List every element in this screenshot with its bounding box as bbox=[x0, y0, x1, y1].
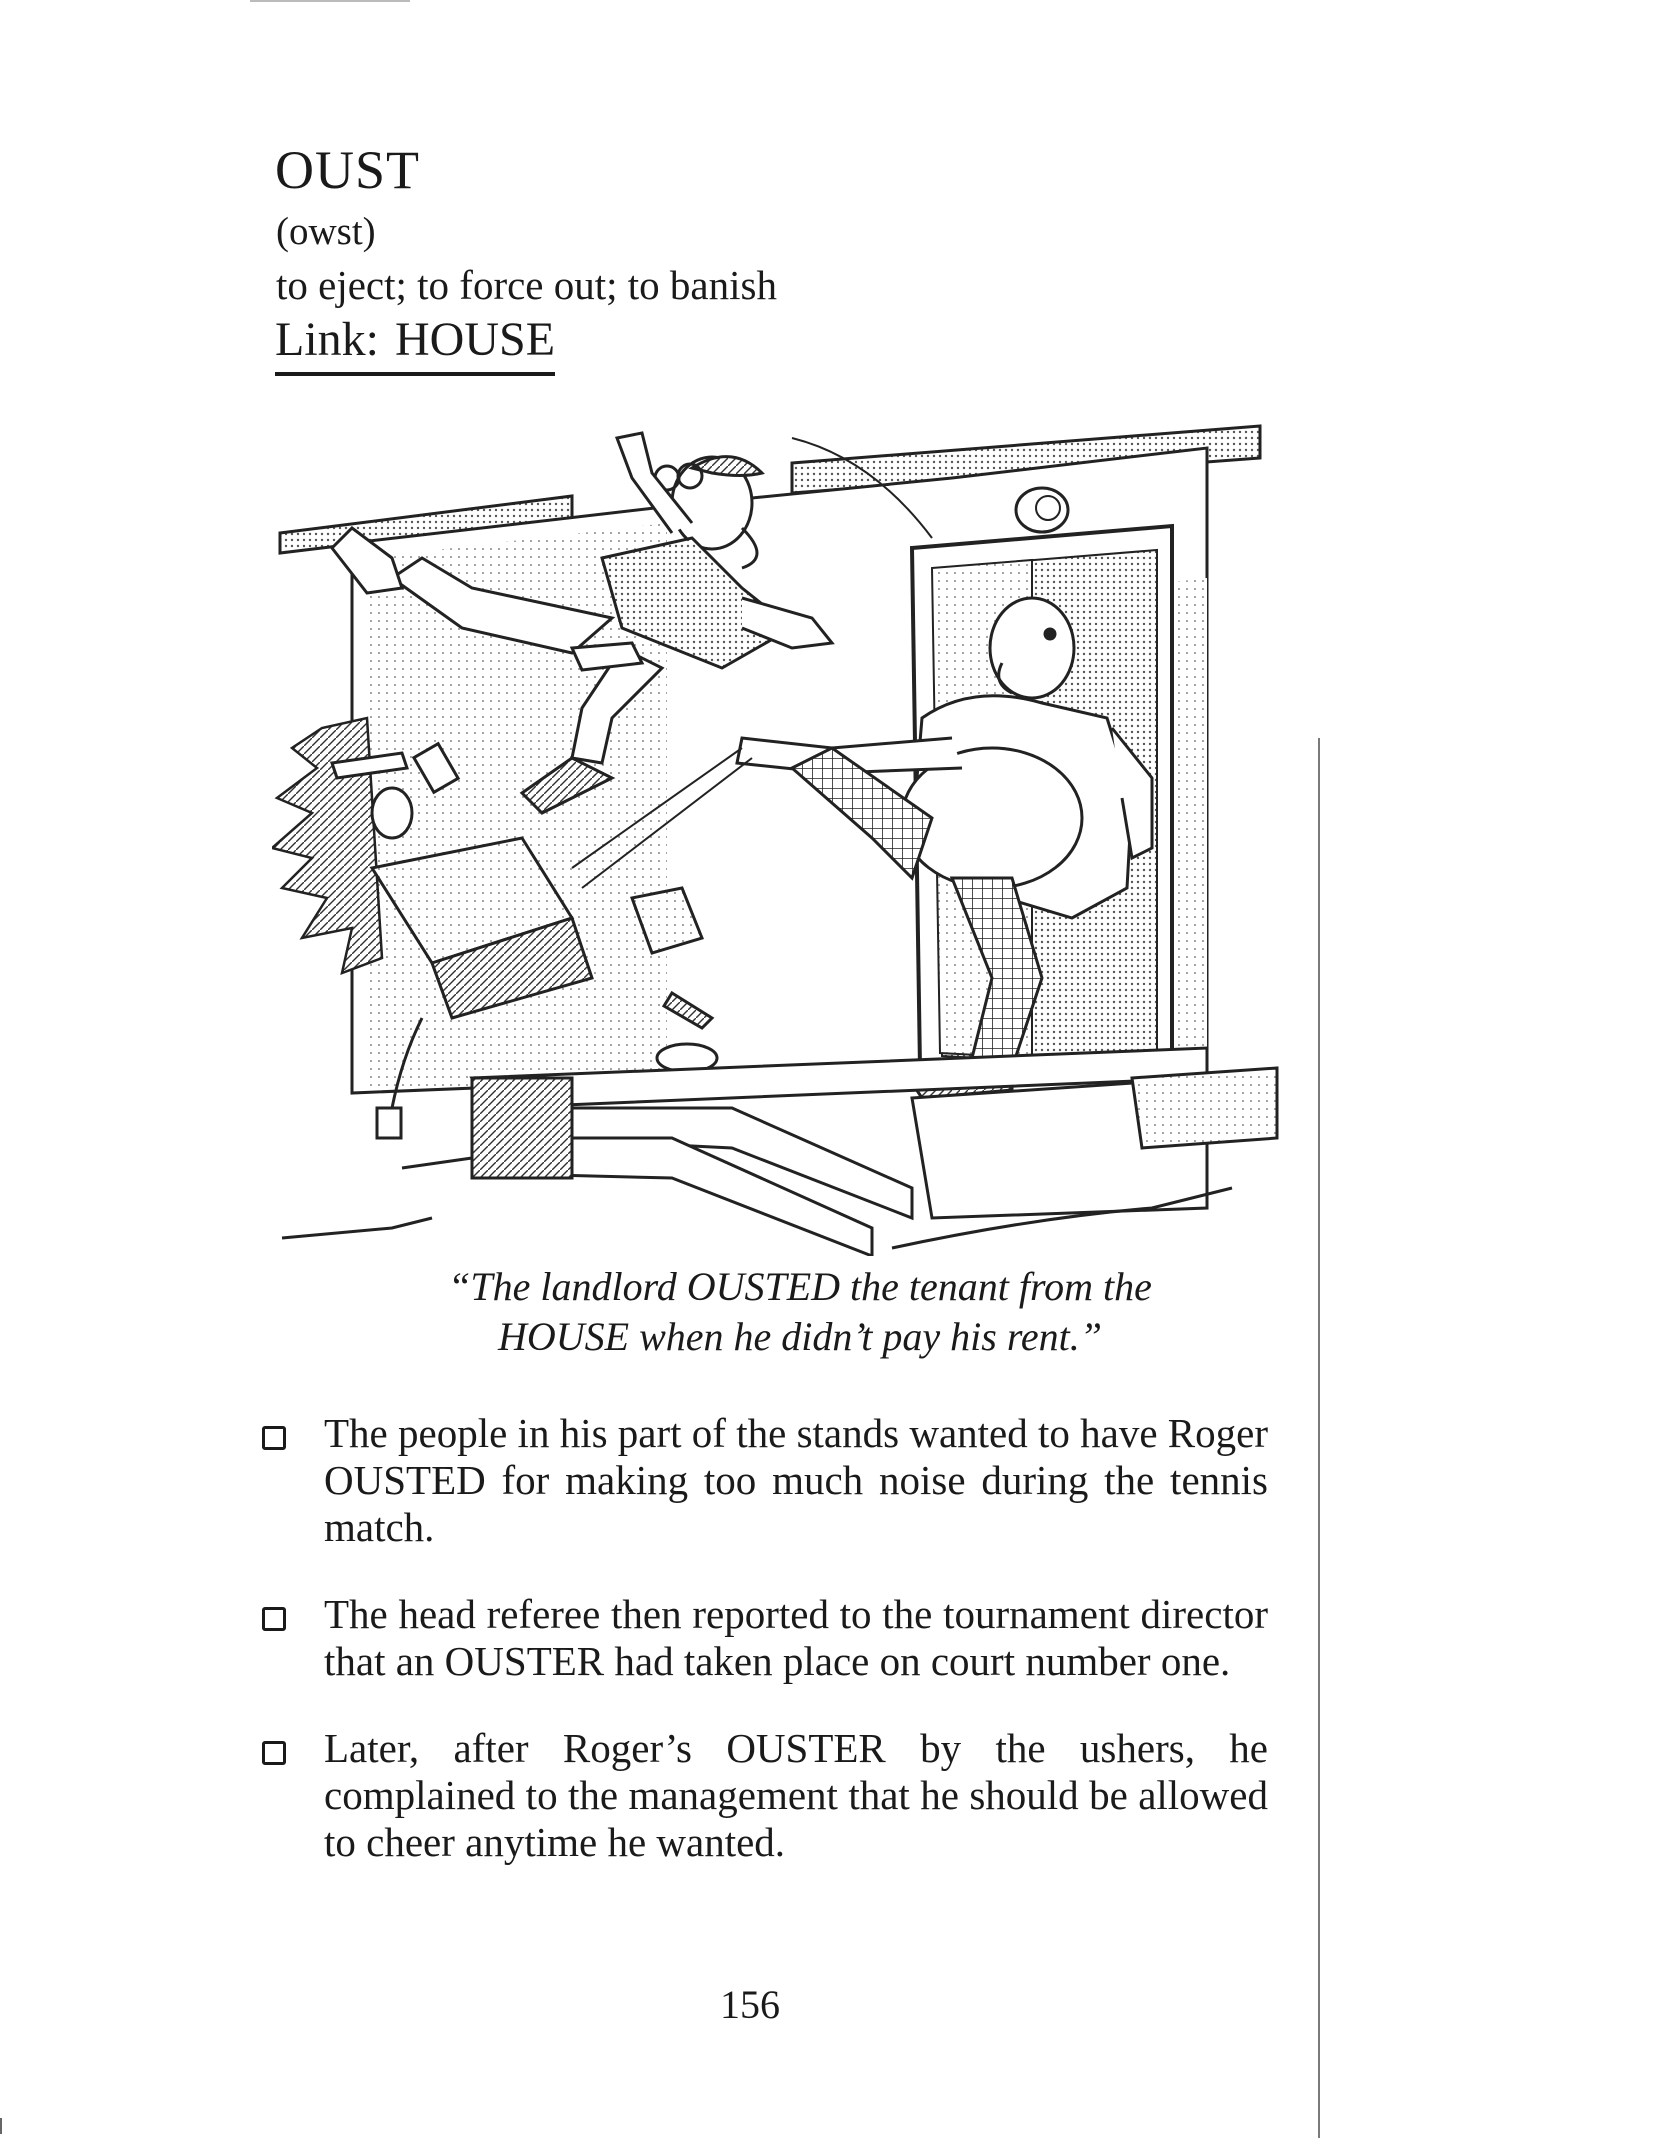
scan-artifact-right-edge bbox=[1318, 738, 1320, 2138]
pronunciation: (owst) bbox=[276, 210, 376, 253]
example-sentences bbox=[258, 1410, 1268, 1906]
definition: to eject; to force out; to banish bbox=[276, 262, 777, 308]
caption bbox=[300, 1262, 1300, 1362]
checkbox-icon[interactable] bbox=[262, 1607, 286, 1631]
example-sentence bbox=[258, 1725, 1268, 1866]
caption-line-1: “The landlord OUSTED the tenant from the bbox=[448, 1264, 1152, 1309]
sentence-text: The people in his part of the stands wanted to have Roger OUSTED for making too much noise during the tennis match. bbox=[324, 1410, 1268, 1550]
scan-artifact-top bbox=[250, 0, 410, 2]
front-steps bbox=[472, 1048, 1277, 1256]
link-line bbox=[275, 312, 555, 376]
scan-artifact-corner bbox=[0, 2118, 10, 2134]
headword: OUST bbox=[275, 140, 421, 200]
link-word: HOUSE bbox=[395, 313, 556, 366]
example-sentence bbox=[258, 1591, 1268, 1685]
example-sentence bbox=[258, 1410, 1268, 1551]
caption-line-2: HOUSE when he didn’t pay his rent.” bbox=[497, 1314, 1103, 1359]
checkbox-icon[interactable] bbox=[262, 1426, 286, 1450]
checkbox-icon[interactable] bbox=[262, 1741, 286, 1765]
cartoon-illustration bbox=[272, 418, 1282, 1256]
bush bbox=[272, 718, 382, 973]
link-label: Link: bbox=[275, 313, 379, 366]
sentence-text: The head referee then reported to the tournament director that an OUSTER had taken place on court number one. bbox=[324, 1591, 1268, 1684]
page-number: 156 bbox=[720, 1982, 780, 2027]
sentence-text: Later, after Roger’s OUSTER by the ushers, he complained to the management that he should be allowed to cheer anytime he wanted. bbox=[324, 1725, 1268, 1865]
